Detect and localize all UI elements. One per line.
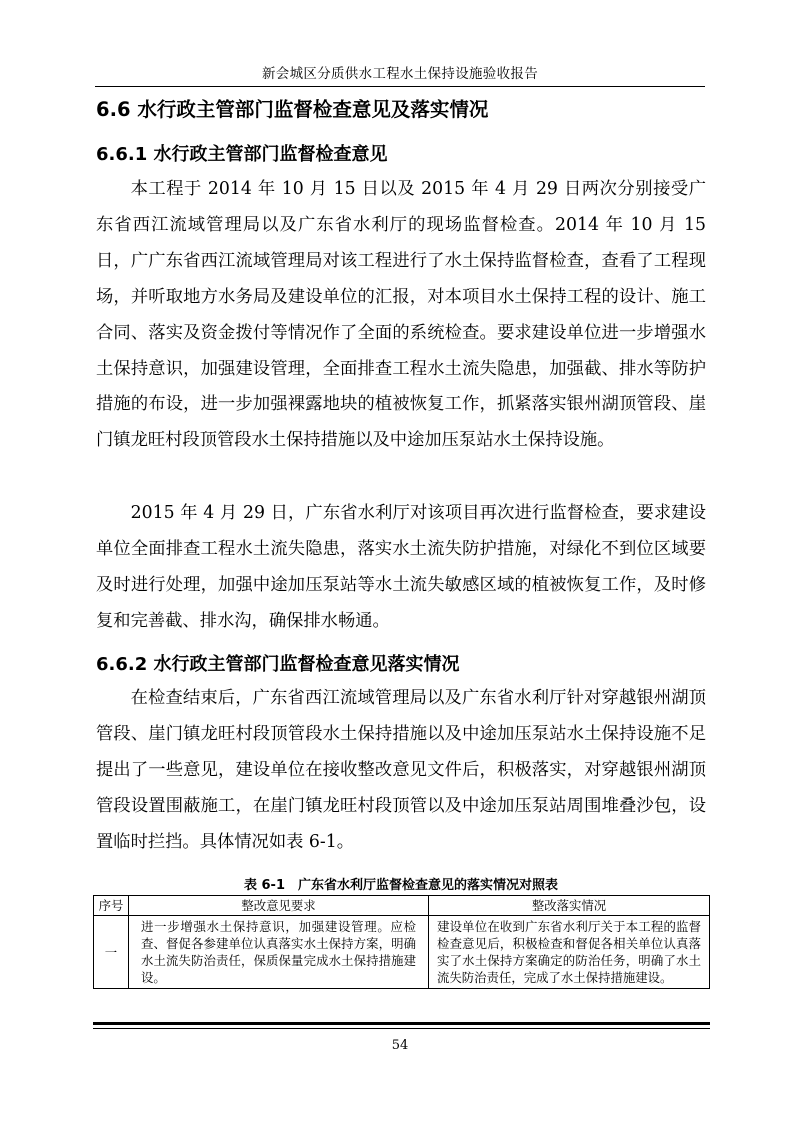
table-row [94, 916, 710, 989]
running-header: 新会城区分质供水工程水土保持设施验收报告 [262, 66, 538, 82]
row-implementation: 建设单位在收到广东省水利厅关于本工程的监督检查意见后，积极检查和督促各相关单位认真落实了水土保持方案确定的防治任务，明确了水土流失防治责任，完成了水土保持措施建设。 [429, 916, 710, 989]
table-caption: 表 6-1 广东省水利厅监督检查意见的落实情况对照表 [243, 878, 558, 893]
subsection-heading-6-6-1: 6.6.1 水行政主管部门监督检查意见 [96, 144, 388, 165]
page-number: 54 [391, 1038, 409, 1053]
paragraph-implementation: 在检查结束后，广东省西江流域管理局以及广东省水利厅针对穿越银州湖顶管段、崖门镇龙旺村段顶管段水土保持措施以及中途加压泵站水土保持设施不足提出了一些意见，建设单位在接收整改意见文件后，积极落实，对穿越银州湖顶管段设置围蔽施工，在崖门镇龙旺村段顶管以及中途加压泵站周围堆叠沙包，设置临时拦挡。具体情况如表 6-1。 [96, 688, 706, 852]
header-implementation: 整改落实情况 [429, 896, 710, 916]
section-heading: 6.6 水行政主管部门监督检查意见及落实情况 [96, 98, 489, 121]
row-index: 一 [94, 916, 129, 989]
row-requirement: 进一步增强水土保持意识，加强建设管理。应检查、督促各参建单位认真落实水土保持方案，明确水土流失防治责任，保质保量完成水土保持措施建设。 [129, 916, 429, 989]
implementation-table [93, 895, 710, 989]
header-index: 序号 [94, 896, 129, 916]
paragraph-inspection-2015: 2015 年 4 月 29 日，广东省水利厅对该项目再次进行监督检查，要求建设单位全面排查工程水土流失隐患，落实水土流失防护措施，对绿化不到位区域要及时进行处理，加强中途加压泵站等水土流失敏感区域的植被恢复工作，及时修复和完善截、排水沟，确保排水畅通。 [96, 503, 706, 631]
footer-divider-thin [93, 1028, 710, 1029]
subsection-heading-6-6-2: 6.6.2 水行政主管部门监督检查意见落实情况 [96, 654, 460, 675]
header-requirement: 整改意见要求 [129, 896, 429, 916]
header-divider [95, 86, 705, 87]
paragraph-inspection-2014: 本工程于 2014 年 10 月 15 日以及 2015 年 4 月 29 日两次分别接受广东省西江流域管理局以及广东省水利厅的现场监督检查。2014 年 10 月 15 日，广广东省西江流域管理局对该工程进行了水土保持监督检查，查看了工程现场，并听取地方水务局及建设单位的汇报，对本项目水土保持工程的设计、施工合同、落实及资金拨付等情况作了全面的系统检查。要求建设单位进一步增强水土保持意识，加强建设管理，全面排查工程水土流失隐患，加强截、排水等防护措施的布设，进一步加强裸露地块的植被恢复工作，抓紧落实银州湖顶管段、崖门镇龙旺村段顶管段水土保持措施以及中途加压泵站水土保持设施。 [96, 179, 706, 451]
footer-divider-thick [93, 1022, 710, 1025]
table-header-row [94, 896, 710, 916]
